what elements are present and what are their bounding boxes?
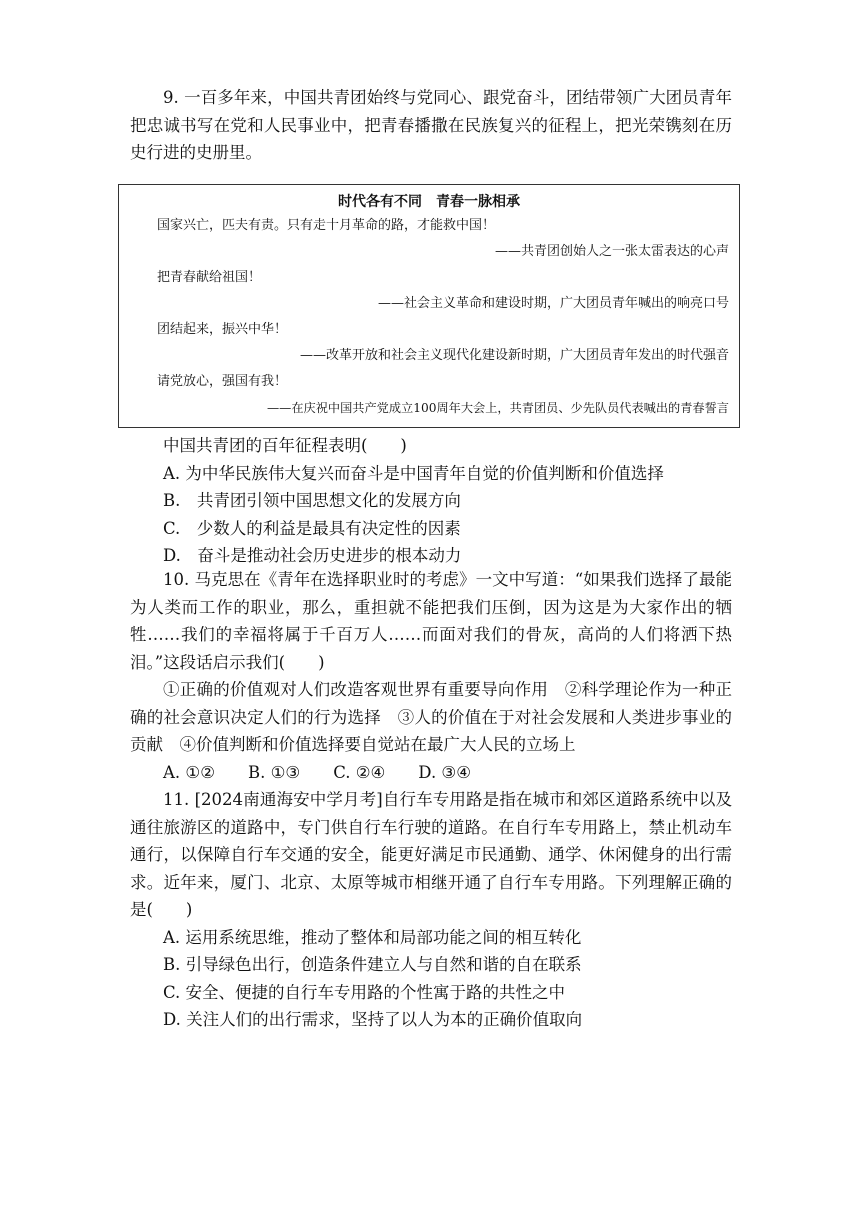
quote-text: 把青春献给祖国！ (157, 270, 262, 285)
question-9-stem: 9. 一百多年来，中国共青团始终与党同心、跟党奋斗，团结带领广大团员青年把忠诚书写在党和人民事业中，把青春播撒在民族复兴的征程上，把光荣镌刻在历史行进的史册里。 (130, 88, 732, 162)
question-9 (130, 84, 732, 167)
option-d[interactable]: D. 关注人们的出行需求，坚持了以人为本的正确价值取向 (163, 1010, 583, 1029)
quote-box (118, 184, 740, 428)
quote-source: ——改革开放和社会主义现代化建设新时期，广大团员青年发出的时代强音 (299, 348, 729, 363)
quote-source: ——在庆祝中国共产党成立100周年大会上，共青团员、少先队员代表喊出的青春誓言 (266, 401, 729, 415)
option-b[interactable]: B. 引导绿色出行，创造条件建立人与自然和谐的自在联系 (163, 955, 582, 974)
question-10-options[interactable]: A. ①② B. ①③ C. ②④ D. ③④ (163, 762, 472, 782)
quote-box-title: 时代各有不同 青春一脉相承 (338, 194, 520, 210)
option-a[interactable]: A. 为中华民族伟大复兴而奋斗是中国青年自觉的价值判断和价值选择 (163, 463, 664, 483)
option-c[interactable]: C. 少数人的利益是最具有决定性的因素 (163, 518, 461, 538)
quote-text: 团结起来，振兴中华！ (157, 322, 288, 337)
quote-source: ——社会主义革命和建设时期，广大团员青年喊出的响亮口号 (377, 296, 729, 311)
option-a[interactable]: A. 运用系统思维，推动了整体和局部功能之间的相互转化 (163, 927, 582, 947)
quote-source: ——共青团创始人之一张太雷表达的心声 (494, 244, 729, 259)
question-9-choices (130, 432, 732, 570)
option-d[interactable]: D. 奋斗是推动社会历史进步的根本动力 (163, 546, 462, 565)
question-10-statements: ①正确的价值观对人们改造客观世界有重要导向作用 ②科学理论作为一种正确的社会意识决定人们的行为选择 ③人的价值在于对社会发展和人类进步事业的贡献 ④价值判断和价值选择要自觉站在最广大人民的立场上 (130, 680, 732, 754)
option-b[interactable]: B. 共青团引领中国思想文化的发展方向 (163, 491, 461, 510)
question-11-stem: 11. [2024南通海安中学月考]自行车专用路是指在城市和郊区道路系统中以及通往旅游区的道路中，专门供自行车行驶的道路。在自行车专用路上，禁止机动车通行，以保障自行车交通的安全，能更好满足市民通勤、通学、休闲健身的出行需求。近年来，厦门、北京、太原等城市相继开通了自行车专用路。下列理解正确的是( ) (130, 790, 732, 919)
question-9-prompt: 中国共青团的百年征程表明( ) (163, 436, 407, 455)
question-10 (130, 566, 732, 786)
question-10-stem: 10. 马克思在《青年在选择职业时的考虑》一文中写道：“如果我们选择了最能为人类而工作的职业，那么，重担就不能把我们压倒，因为这是为大家作出的牺牲……我们的幸福将属于千百万人……而面对我们的骨灰，高尚的人们将洒下热泪。”这段话启示我们( ) (130, 570, 732, 672)
quote-text: 请党放心，强国有我！ (157, 374, 288, 389)
question-11 (130, 786, 732, 1034)
quote-text: 国家兴亡，匹夫有责。只有走十月革命的路，才能救中国！ (157, 218, 496, 233)
option-c[interactable]: C. 安全、便捷的自行车专用路的个性寓于路的共性之中 (163, 982, 566, 1002)
